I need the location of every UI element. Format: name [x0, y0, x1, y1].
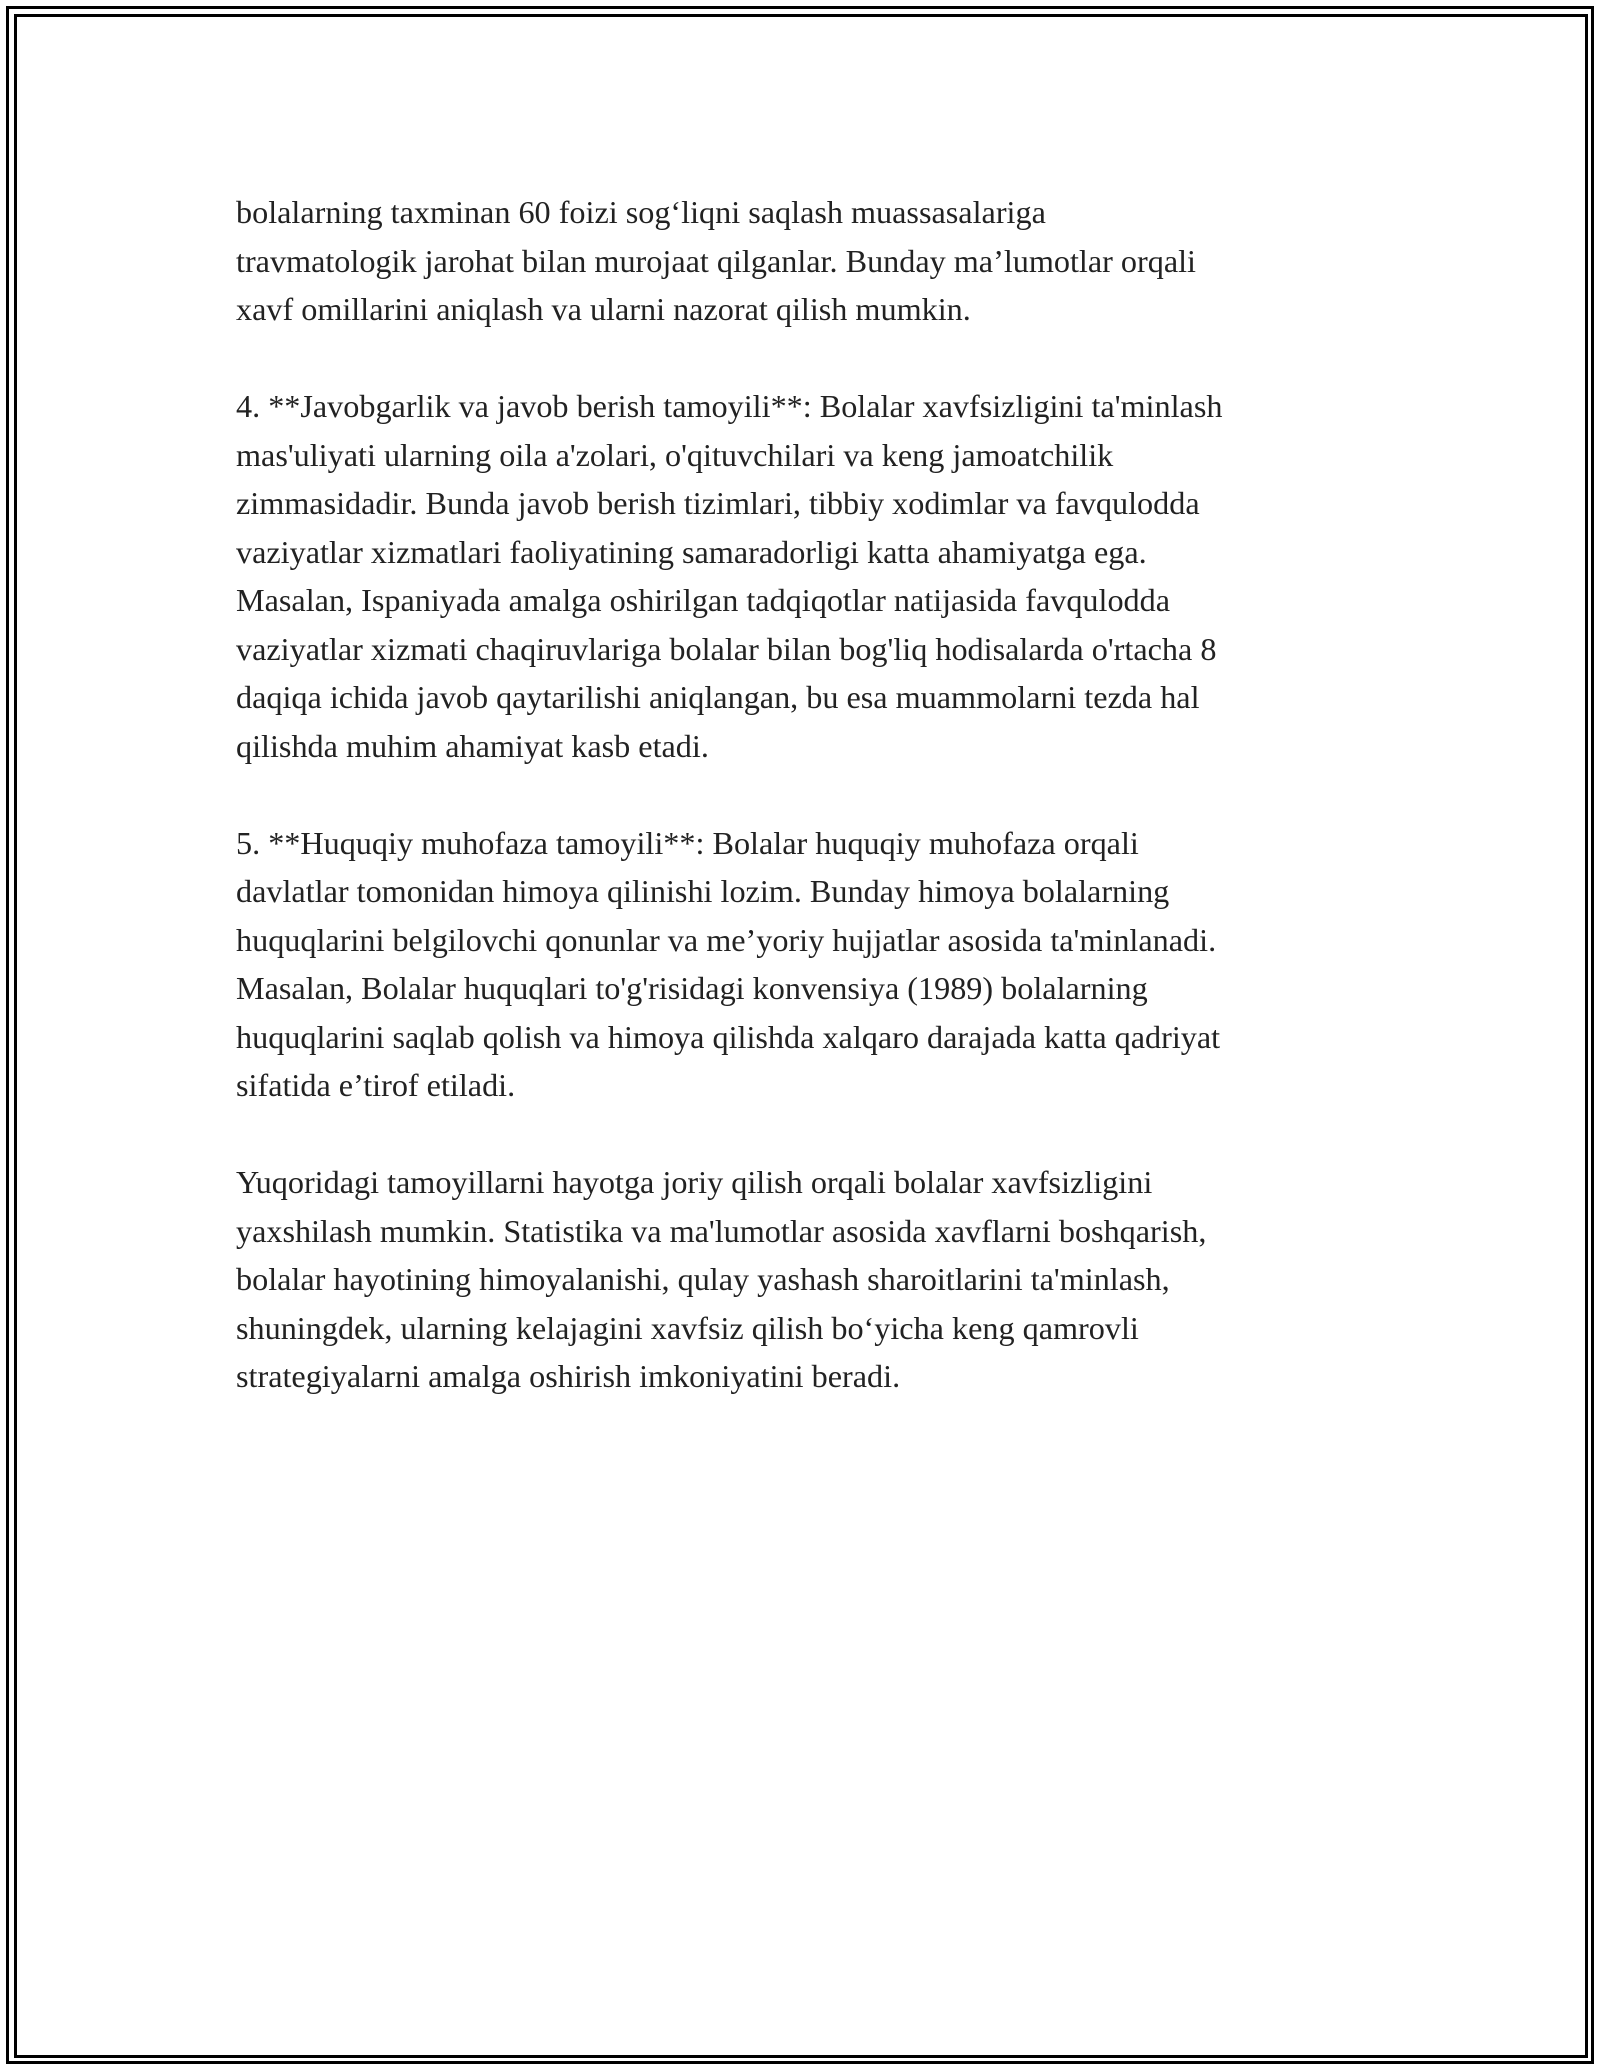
text-line: vaziyatlar xizmatlari faoliyatining samaradorligi katta ahamiyatga ega.: [236, 533, 1147, 570]
text-line: sifatida e’tirof etiladi.: [236, 1067, 516, 1103]
text-line: zimmasidadir. Bunda javob berish tizimlari, tibbiy xodimlar va favqulodda: [236, 485, 1200, 521]
text-line: yaxshilash mumkin. Statistika va ma'lumotlar asosida xavflarni boshqarish,: [236, 1212, 1207, 1249]
paragraph-responsibility-principle: [236, 382, 1376, 770]
text-line: huquqlarini belgilovchi qonunlar va me’yoriy hujjatlar asosida ta'minlanadi.: [236, 921, 1217, 958]
text-line: Masalan, Ispaniyada amalga oshirilgan tadqiqotlar natijasida favqulodda: [236, 582, 1171, 618]
text-line: bolalar hayotining himoyalanishi, qulay yashash sharoitlarini ta'minlash,: [236, 1261, 1170, 1297]
text-line: strategiyalarni amalga oshirish imkoniyatini beradi.: [236, 1358, 901, 1394]
text-line: Yuqoridagi tamoyillarni hayotga joriy qilish orqali bolalar xavfsizligini: [236, 1164, 1153, 1200]
text-line: mas'uliyati ularning oila a'zolari, o'qituvchilari va keng jamoatchilik: [236, 436, 1114, 473]
text-line: bolalarning taxminan 60 foizi sog‘liqni saqlash muassasalariga: [236, 194, 1046, 230]
paragraph-statistics-continuation: [236, 188, 1376, 334]
document-body: [236, 188, 1376, 1449]
text-line: shuningdek, ularning kelajagini xavfsiz qilish bo‘yicha keng qamrovli: [236, 1309, 1139, 1346]
text-line: 4. **Javobgarlik va javob berish tamoyili**: Bolalar xavfsizligini ta'minlash: [236, 388, 1223, 424]
text-line: travmatologik jarohat bilan murojaat qilganlar. Bunday ma’lumotlar orqali: [236, 242, 1196, 279]
text-line: qilishda muhim ahamiyat kasb etadi.: [236, 727, 709, 764]
text-line: davlatlar tomonidan himoya qilinishi lozim. Bunday himoya bolalarning: [236, 873, 1170, 909]
text-line: daqiqa ichida javob qaytarilishi aniqlangan, bu esa muammolarni tezda hal: [236, 679, 1200, 715]
text-line: Masalan, Bolalar huquqlari to'g'risidagi konvensiya (1989) bolalarning: [236, 970, 1148, 1006]
text-line: xavf omillarini aniqlash va ularni nazorat qilish mumkin.: [236, 291, 971, 327]
paragraph-legal-protection-principle: [236, 819, 1376, 1110]
text-line: 5. **Huquqiy muhofaza tamoyili**: Bolalar huquqiy muhofaza orqali: [236, 824, 1139, 861]
text-line: vaziyatlar xizmati chaqiruvlariga bolalar bilan bog'liq hodisalarda o'rtacha 8: [236, 630, 1217, 667]
text-line: huquqlarini saqlab qolish va himoya qilishda xalqaro darajada katta qadriyat: [236, 1018, 1221, 1055]
paragraph-conclusion: [236, 1158, 1376, 1401]
